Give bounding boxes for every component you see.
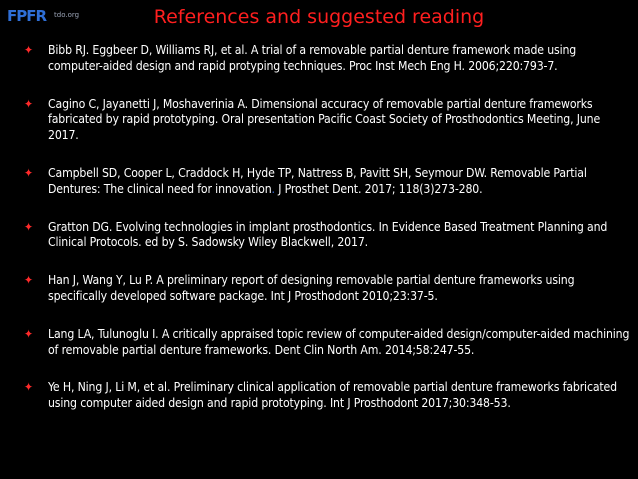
star-bullet-icon: ✦ [24, 273, 33, 288]
logo-subtext: tdo.org [54, 11, 80, 19]
reference-text: Campbell SD, Cooper L, Craddock H, Hyde TP, Nattress B, Pavitt SH, Seymour DW. Removable Partial Dentures: The clinical need for innovation [48, 165, 587, 196]
reference-text: J Prosthet Dent. 2017; 118(3)273-280. [274, 181, 483, 196]
star-bullet-icon: ✦ [24, 96, 33, 111]
star-bullet-icon: ✦ [24, 219, 33, 234]
star-bullet-icon: ✦ [24, 43, 33, 57]
star-bullet-icon: ✦ [24, 165, 33, 180]
reference-item [24, 166, 632, 198]
star-bullet-icon: ✦ [24, 326, 33, 341]
reference-item [24, 273, 632, 305]
reference-text: Ye H, Ning J, Li M, et al. Preliminary clinical application of removable partial denture frameworks fabricated using computer aided design and rapid prototyping. Int J Prosthodont 2017;30:348-53. [48, 380, 617, 411]
reference-item [24, 43, 632, 75]
reference-item [24, 327, 632, 359]
reference-text: Cagino C, Jayanetti J, Moshaverinia A. Dimensional accuracy of removable partial denture frameworks fabricated by rapid prototyping. Oral presentation Pacific Coast Society of Prosthodontics Meeting, June 2017. [48, 96, 601, 143]
reference-text: Bibb RJ. Eggbeer D, Williams RJ, et al. A trial of a removable partial denture framework made using computer-aided design and rapid protyping techniques. Proc Inst Mech Eng H. 2006;220:793-7. [48, 43, 577, 73]
logo-mark: FPFR [7, 7, 47, 25]
reference-list [24, 43, 632, 434]
reference-item [24, 220, 632, 252]
reference-text: Han J, Wang Y, Lu P. A preliminary report of designing removable partial denture frameworks using specifically developed software package. Int J Prosthodont 2010;23:37-5. [48, 273, 575, 303]
reference-item [24, 380, 632, 412]
reference-text: Gratton DG. Evolving technologies in implant prosthodontics. In Evidence Based Treatment Planning and Clinical Protocols. ed by S. Sadowsky Wiley Blackwell, 2017. [48, 219, 608, 250]
page-title: References and suggested reading [153, 6, 485, 28]
reference-text: Lang LA, Tulunoglu I. A critically appraised topic review of computer-aided design/computer-aided machining of removable partial denture frameworks. Dent Clin North Am. 2014;58:247-55. [48, 326, 630, 357]
reference-item [24, 97, 632, 144]
star-bullet-icon: ✦ [24, 380, 33, 395]
reference-link-dot[interactable]: . [271, 181, 275, 196]
